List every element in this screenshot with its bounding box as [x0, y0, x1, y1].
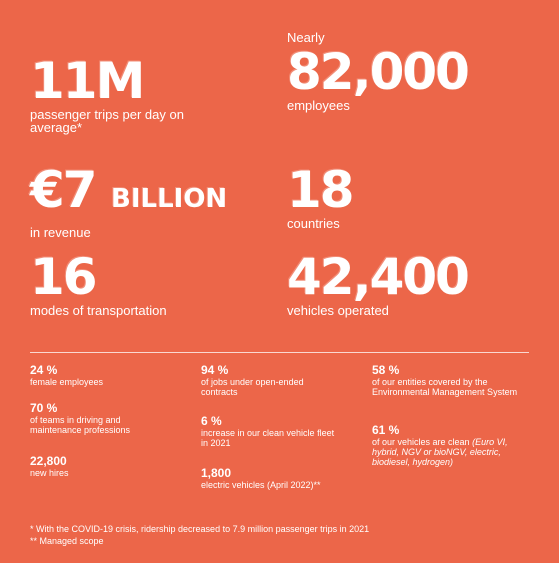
kpi-revenue [30, 161, 228, 240]
stat-text: increase in our clean vehicle fleet in 2021 [201, 428, 335, 448]
stat-new-hires [30, 455, 195, 478]
kpi-label: employees [287, 98, 350, 113]
stat-number: 58 % [372, 363, 400, 377]
stat-environmental-management [372, 364, 532, 397]
kpi-passenger-trips [30, 52, 200, 135]
stat-clean-vehicles [372, 424, 522, 467]
stat-female-employees [30, 364, 195, 387]
section-divider [30, 352, 529, 353]
kpi-label: countries [287, 216, 340, 231]
stat-number: 24 % [30, 363, 58, 377]
stat-number: 61 % [372, 423, 400, 437]
kpi-employees [287, 30, 468, 112]
kpi-value: 16 [30, 248, 96, 306]
stat-text: of our entities covered by the Environmental Management System [372, 377, 518, 397]
stat-text: of jobs under open-ended contracts [201, 377, 304, 397]
kpi-label: in revenue [30, 225, 91, 240]
kpi-modes [30, 248, 167, 318]
kpi-value: 82,000 [287, 43, 468, 101]
stat-number: 6 % [201, 414, 222, 428]
stat-number: 94 % [201, 363, 229, 377]
kpi-value-suffix: BILLION [111, 184, 228, 214]
kpi-value: 11M [30, 52, 144, 110]
stat-text [372, 437, 522, 467]
kpi-value [30, 161, 228, 224]
stat-text-main: of our vehicles are clean [372, 437, 470, 447]
footnote-managed-scope: ** Managed scope [30, 536, 104, 546]
stat-text: female employees [30, 377, 104, 387]
kpi-vehicles [287, 248, 468, 318]
stat-text: of teams in driving and maintenance professions [30, 415, 131, 435]
kpi-prefix: Nearly [287, 30, 325, 45]
kpi-countries [287, 161, 353, 231]
kpi-value-number: €7 [30, 161, 96, 219]
stat-clean-fleet-increase [201, 415, 341, 448]
footnote-covid: * With the COVID-19 crisis, ridership decreased to 7.9 million passenger trips in 2021 [30, 524, 370, 534]
stat-text-italic: (Euro VI, hybrid, NGV or bioNGV, electric, biodiesel, hydrogen) [372, 437, 508, 467]
kpi-value: 42,400 [287, 248, 468, 306]
stat-number: 70 % [30, 401, 58, 415]
stat-open-ended-contracts [201, 364, 331, 397]
kpi-label: passenger trips per day on average* [30, 107, 184, 135]
stat-electric-vehicles [201, 467, 371, 490]
kpi-label: modes of transportation [30, 303, 167, 318]
stat-number: 22,800 [30, 454, 67, 468]
stat-text: electric vehicles (April 2022)** [201, 480, 321, 490]
stat-text: new hires [30, 468, 69, 478]
stat-driving-teams [30, 402, 160, 435]
stat-number: 1,800 [201, 466, 232, 480]
kpi-value: 18 [287, 161, 353, 219]
kpi-label: vehicles operated [287, 303, 389, 318]
